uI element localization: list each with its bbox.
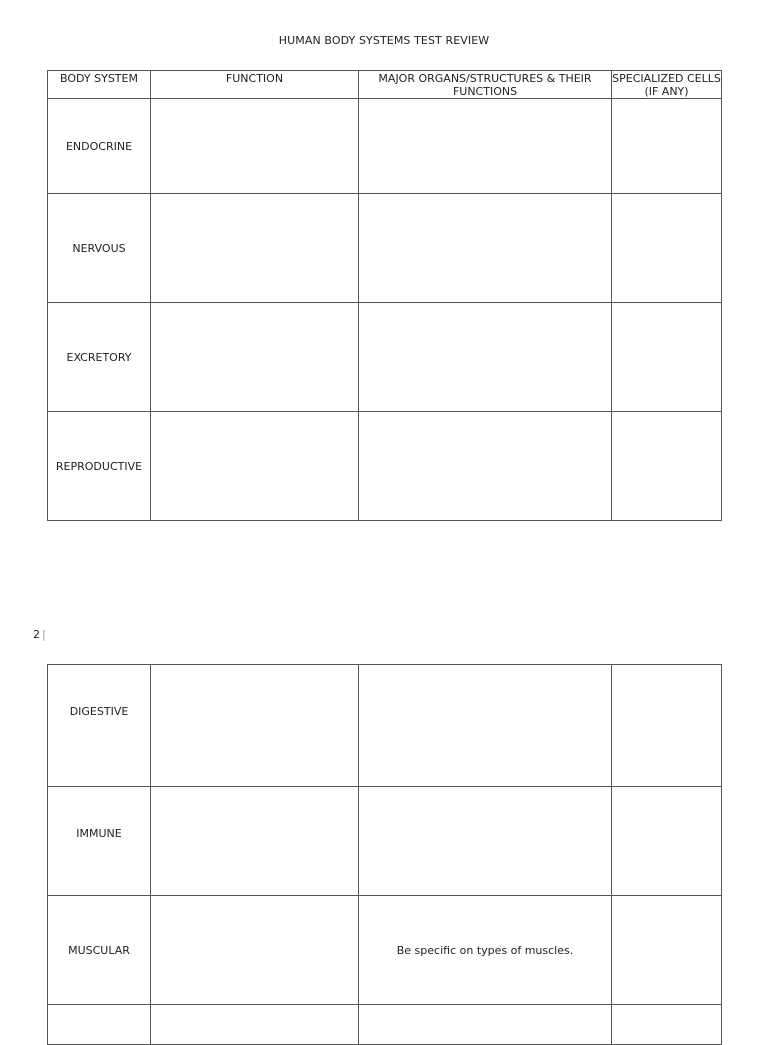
table-row <box>48 665 722 787</box>
document-title: HUMAN BODY SYSTEMS TEST REVIEW <box>278 34 490 47</box>
function-cell[interactable] <box>151 896 359 1005</box>
review-table-page-2 <box>47 664 722 1045</box>
table-row <box>48 896 722 1005</box>
specialized-cells-cell[interactable] <box>612 896 722 1005</box>
body-system-cell: REPRODUCTIVE <box>48 412 151 521</box>
specialized-cells-cell[interactable] <box>612 787 722 896</box>
header-body-system: BODY SYSTEM <box>48 71 151 99</box>
page-number-value: 2 <box>33 628 40 641</box>
body-system-cell: EXCRETORY <box>48 303 151 412</box>
specialized-cells-cell[interactable] <box>612 303 722 412</box>
function-cell[interactable] <box>151 665 359 787</box>
organs-cell[interactable] <box>359 787 612 896</box>
body-system-cell: DIGESTIVE <box>48 665 151 787</box>
function-cell[interactable] <box>151 194 359 303</box>
organs-cell[interactable] <box>359 665 612 787</box>
review-table-page-1 <box>47 70 722 521</box>
table-row <box>48 787 722 896</box>
function-cell[interactable] <box>151 303 359 412</box>
organs-cell[interactable] <box>359 194 612 303</box>
organs-note[interactable]: Be specific on types of muscles. <box>359 896 612 1005</box>
specialized-cells-cell[interactable] <box>612 1005 722 1045</box>
body-system-cell: IMMUNE <box>48 787 151 896</box>
header-function: FUNCTION <box>151 71 359 99</box>
body-system-cell: NERVOUS <box>48 194 151 303</box>
function-cell[interactable] <box>151 99 359 194</box>
specialized-cells-cell[interactable] <box>612 412 722 521</box>
function-cell[interactable] <box>151 412 359 521</box>
body-system-cell: MUSCULAR <box>48 896 151 1005</box>
organs-cell[interactable] <box>359 1005 612 1045</box>
body-system-cell <box>48 1005 151 1045</box>
organs-cell[interactable] <box>359 412 612 521</box>
table-row <box>48 1005 722 1045</box>
header-organs: MAJOR ORGANS/STRUCTURES & THEIR FUNCTIONS <box>359 71 612 99</box>
specialized-cells-cell[interactable] <box>612 665 722 787</box>
header-specialized-cells: SPECIALIZED CELLS (IF ANY) <box>612 72 721 98</box>
page-number-separator: | <box>42 628 46 641</box>
organs-cell[interactable] <box>359 303 612 412</box>
specialized-cells-cell[interactable] <box>612 194 722 303</box>
table-row <box>48 303 722 412</box>
specialized-cells-cell[interactable] <box>612 99 722 194</box>
table-row <box>48 194 722 303</box>
function-cell[interactable] <box>151 1005 359 1045</box>
page-number <box>33 628 46 641</box>
table-header-row <box>48 71 722 99</box>
table-row <box>48 99 722 194</box>
organs-cell[interactable] <box>359 99 612 194</box>
body-system-cell: ENDOCRINE <box>48 99 151 194</box>
table-row <box>48 412 722 521</box>
function-cell[interactable] <box>151 787 359 896</box>
